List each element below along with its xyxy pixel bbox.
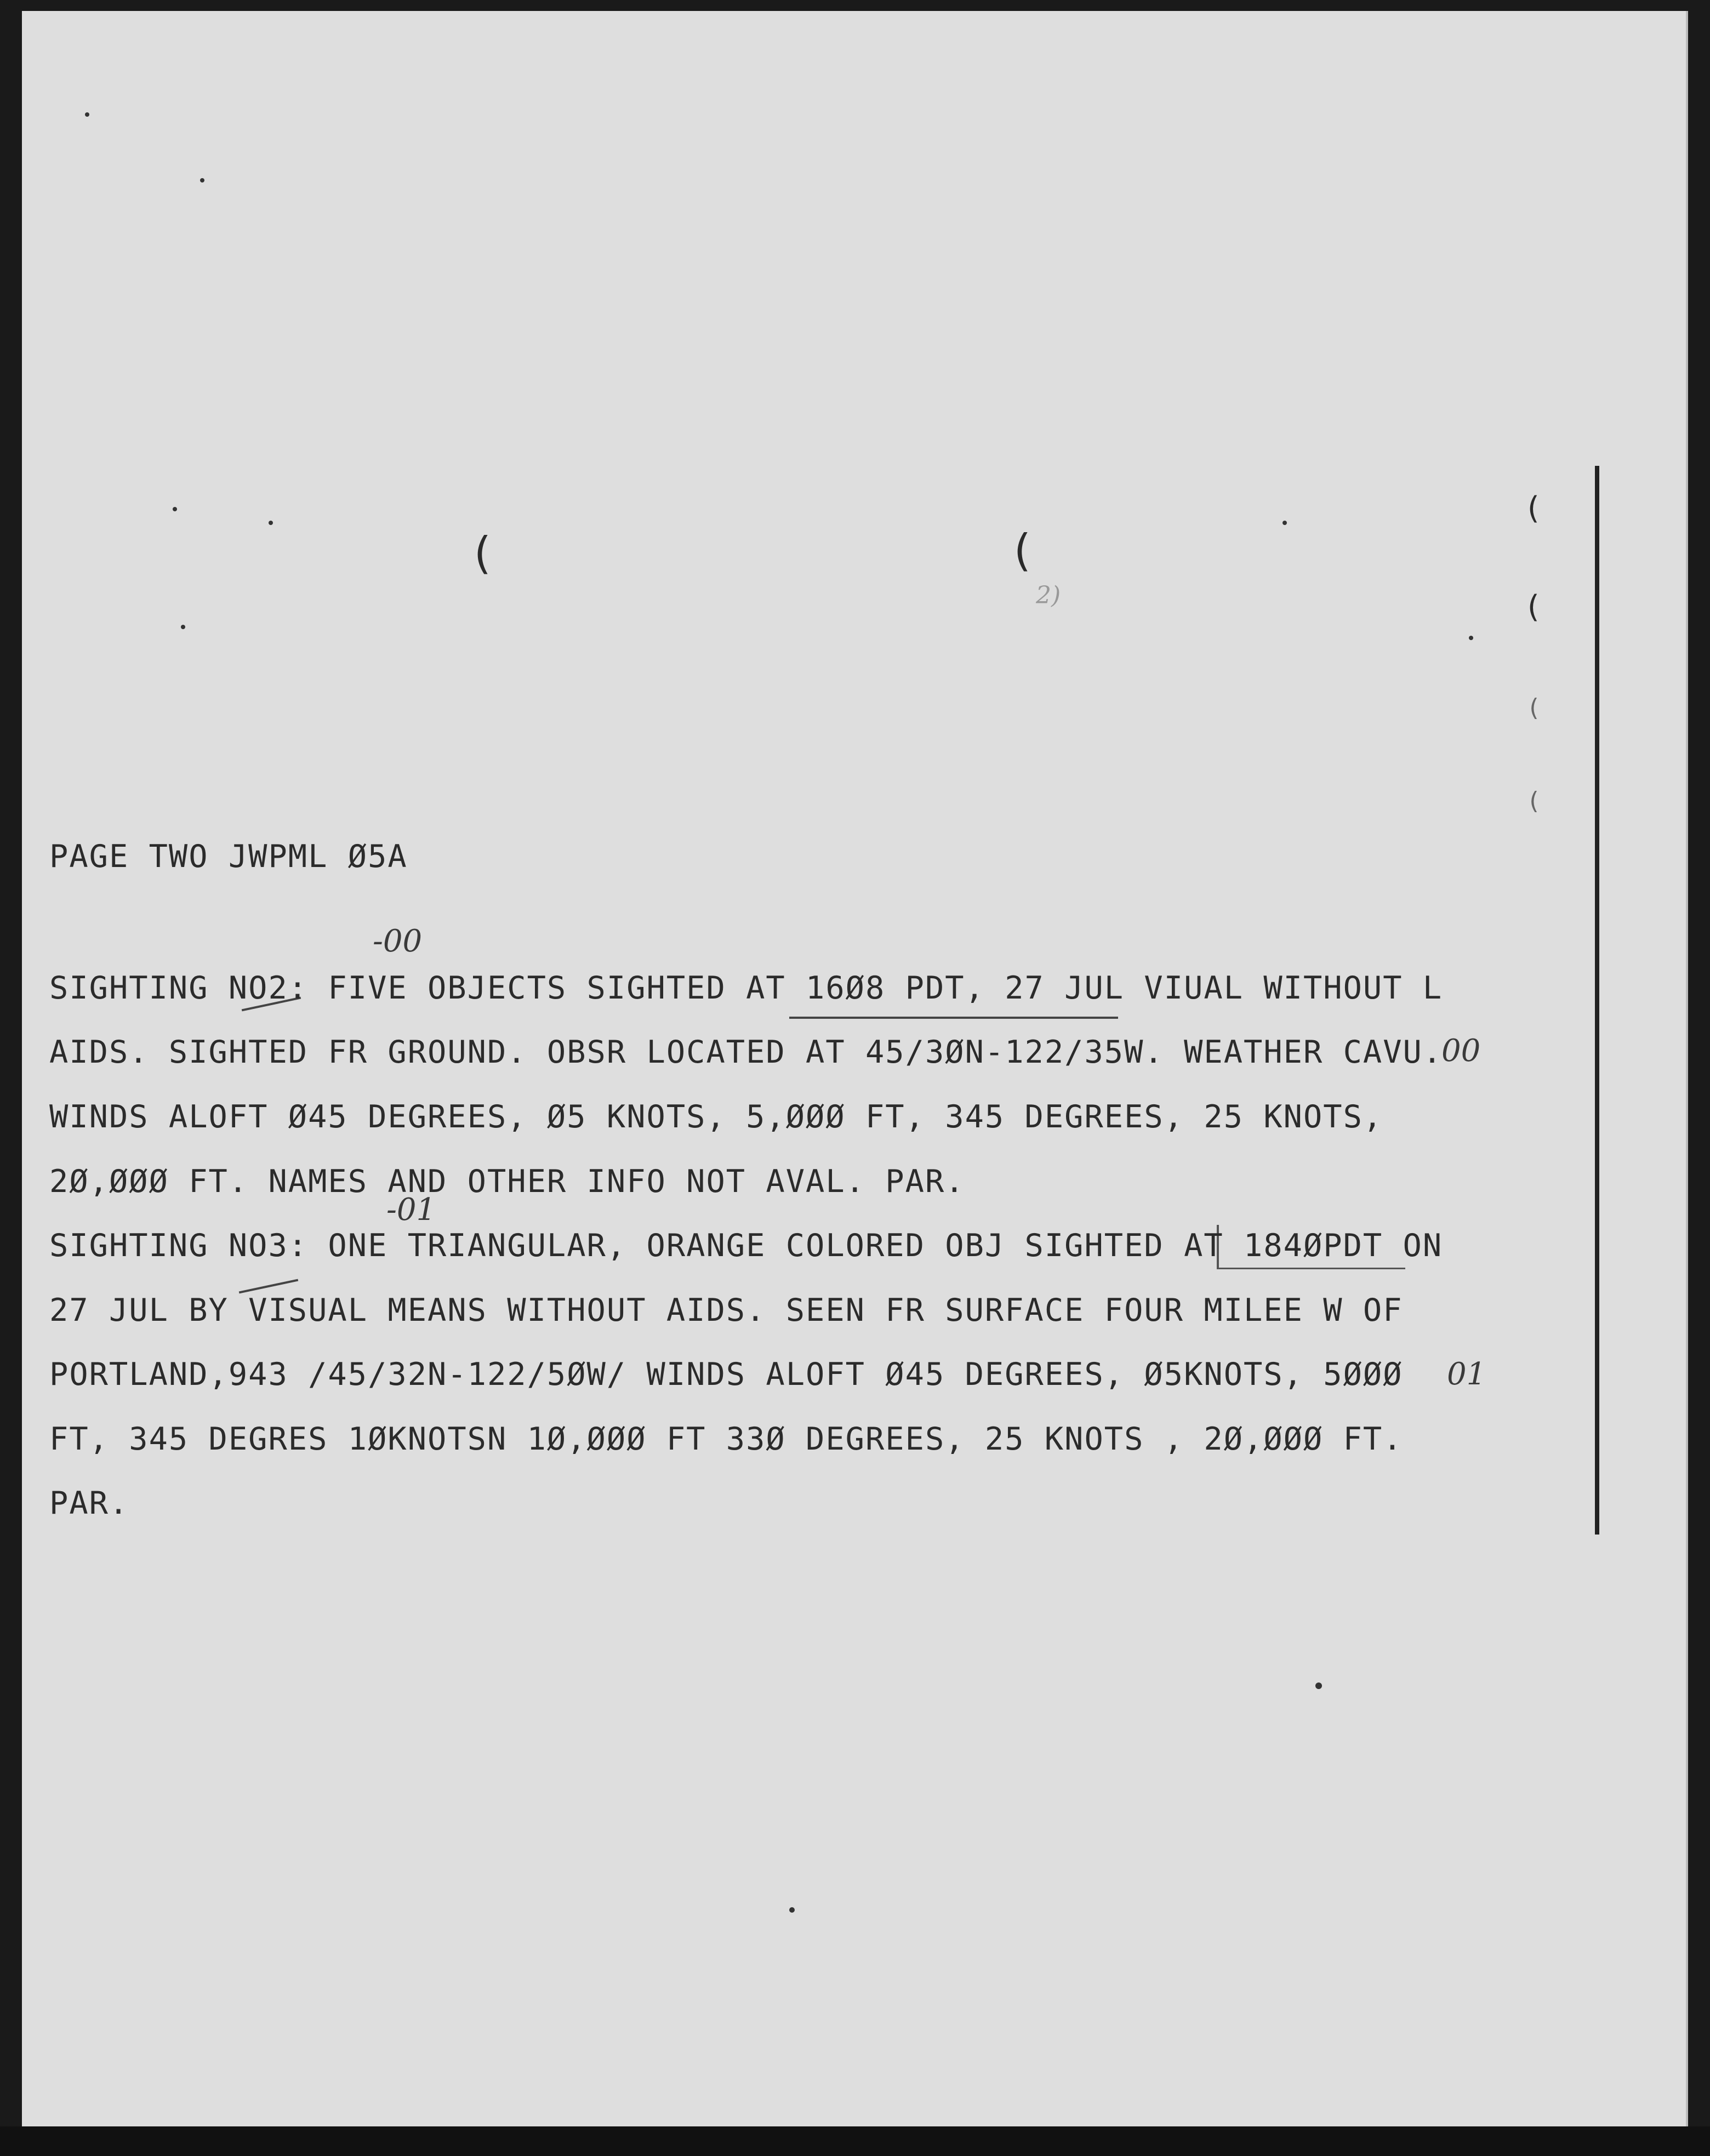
text-line: PORTLAND,943 /45/32N-122/5ØW/ WINDS ALOFT Ø45 DEGREES, Ø5KNOTS, 5ØØØ bbox=[49, 1356, 1403, 1393]
handwritten-underline bbox=[789, 1017, 1118, 1019]
page-mark: 2) bbox=[1036, 581, 1061, 609]
handwritten-note: -01 bbox=[386, 1192, 436, 1228]
speck bbox=[1469, 636, 1473, 640]
speck bbox=[173, 507, 177, 511]
page-edge bbox=[1686, 11, 1688, 2126]
page-header: PAGE TWO JWPML Ø5A bbox=[49, 839, 408, 875]
document-page bbox=[22, 11, 1688, 2126]
text-line: AIDS. SIGHTED FR GROUND. OBSR LOCATED AT 45/3ØN-122/35W. WEATHER CAVU. bbox=[49, 1034, 1443, 1070]
binding-mark: ( bbox=[1524, 589, 1542, 625]
speck bbox=[181, 625, 185, 629]
binding-mark: ( bbox=[1526, 787, 1541, 815]
speck bbox=[1315, 1682, 1322, 1689]
binding-mark: ( bbox=[1524, 490, 1542, 526]
margin-note: 01 bbox=[1447, 1356, 1486, 1392]
text-line: WINDS ALOFT Ø45 DEGREES, Ø5 KNOTS, 5,ØØØ FT, 345 DEGREES, 25 KNOTS, bbox=[49, 1099, 1383, 1135]
film-border bbox=[0, 2126, 1710, 2156]
text-line: PAR. bbox=[49, 1485, 129, 1521]
speck bbox=[789, 1907, 795, 1913]
margin-note: 00 bbox=[1441, 1033, 1481, 1069]
binding-mark: ( bbox=[1008, 525, 1035, 576]
speck bbox=[1283, 521, 1287, 525]
text-line: SIGHTING NO2: FIVE OBJECTS SIGHTED AT 16Ø8 PDT, 27 JUL VIUAL WITHOUT L bbox=[49, 970, 1443, 1006]
text-line: 27 JUL BY VISUAL MEANS WITHOUT AIDS. SEEN FR SURFACE FOUR MILEE W OF bbox=[49, 1292, 1403, 1328]
text-line: FT, 345 DEGRES 1ØKNOTSN 1Ø,ØØØ FT 33Ø DEGREES, 25 KNOTS , 2Ø,ØØØ FT. bbox=[49, 1421, 1403, 1457]
text-line: SIGHTING NO3: ONE TRIANGULAR, ORANGE COLORED OBJ SIGHTED AT 184ØPDT ON bbox=[49, 1228, 1443, 1264]
handwritten-note: -00 bbox=[373, 923, 423, 959]
handwritten-underline bbox=[239, 1279, 298, 1294]
text-line: 2Ø,ØØØ FT. NAMES AND OTHER INFO NOT AVAL. PAR. bbox=[49, 1163, 965, 1200]
speck bbox=[269, 521, 273, 525]
binding-mark: ( bbox=[1526, 694, 1541, 722]
speck bbox=[85, 112, 89, 117]
margin-rule bbox=[1595, 466, 1599, 1535]
speck bbox=[200, 178, 204, 182]
binding-mark: ( bbox=[469, 528, 495, 579]
